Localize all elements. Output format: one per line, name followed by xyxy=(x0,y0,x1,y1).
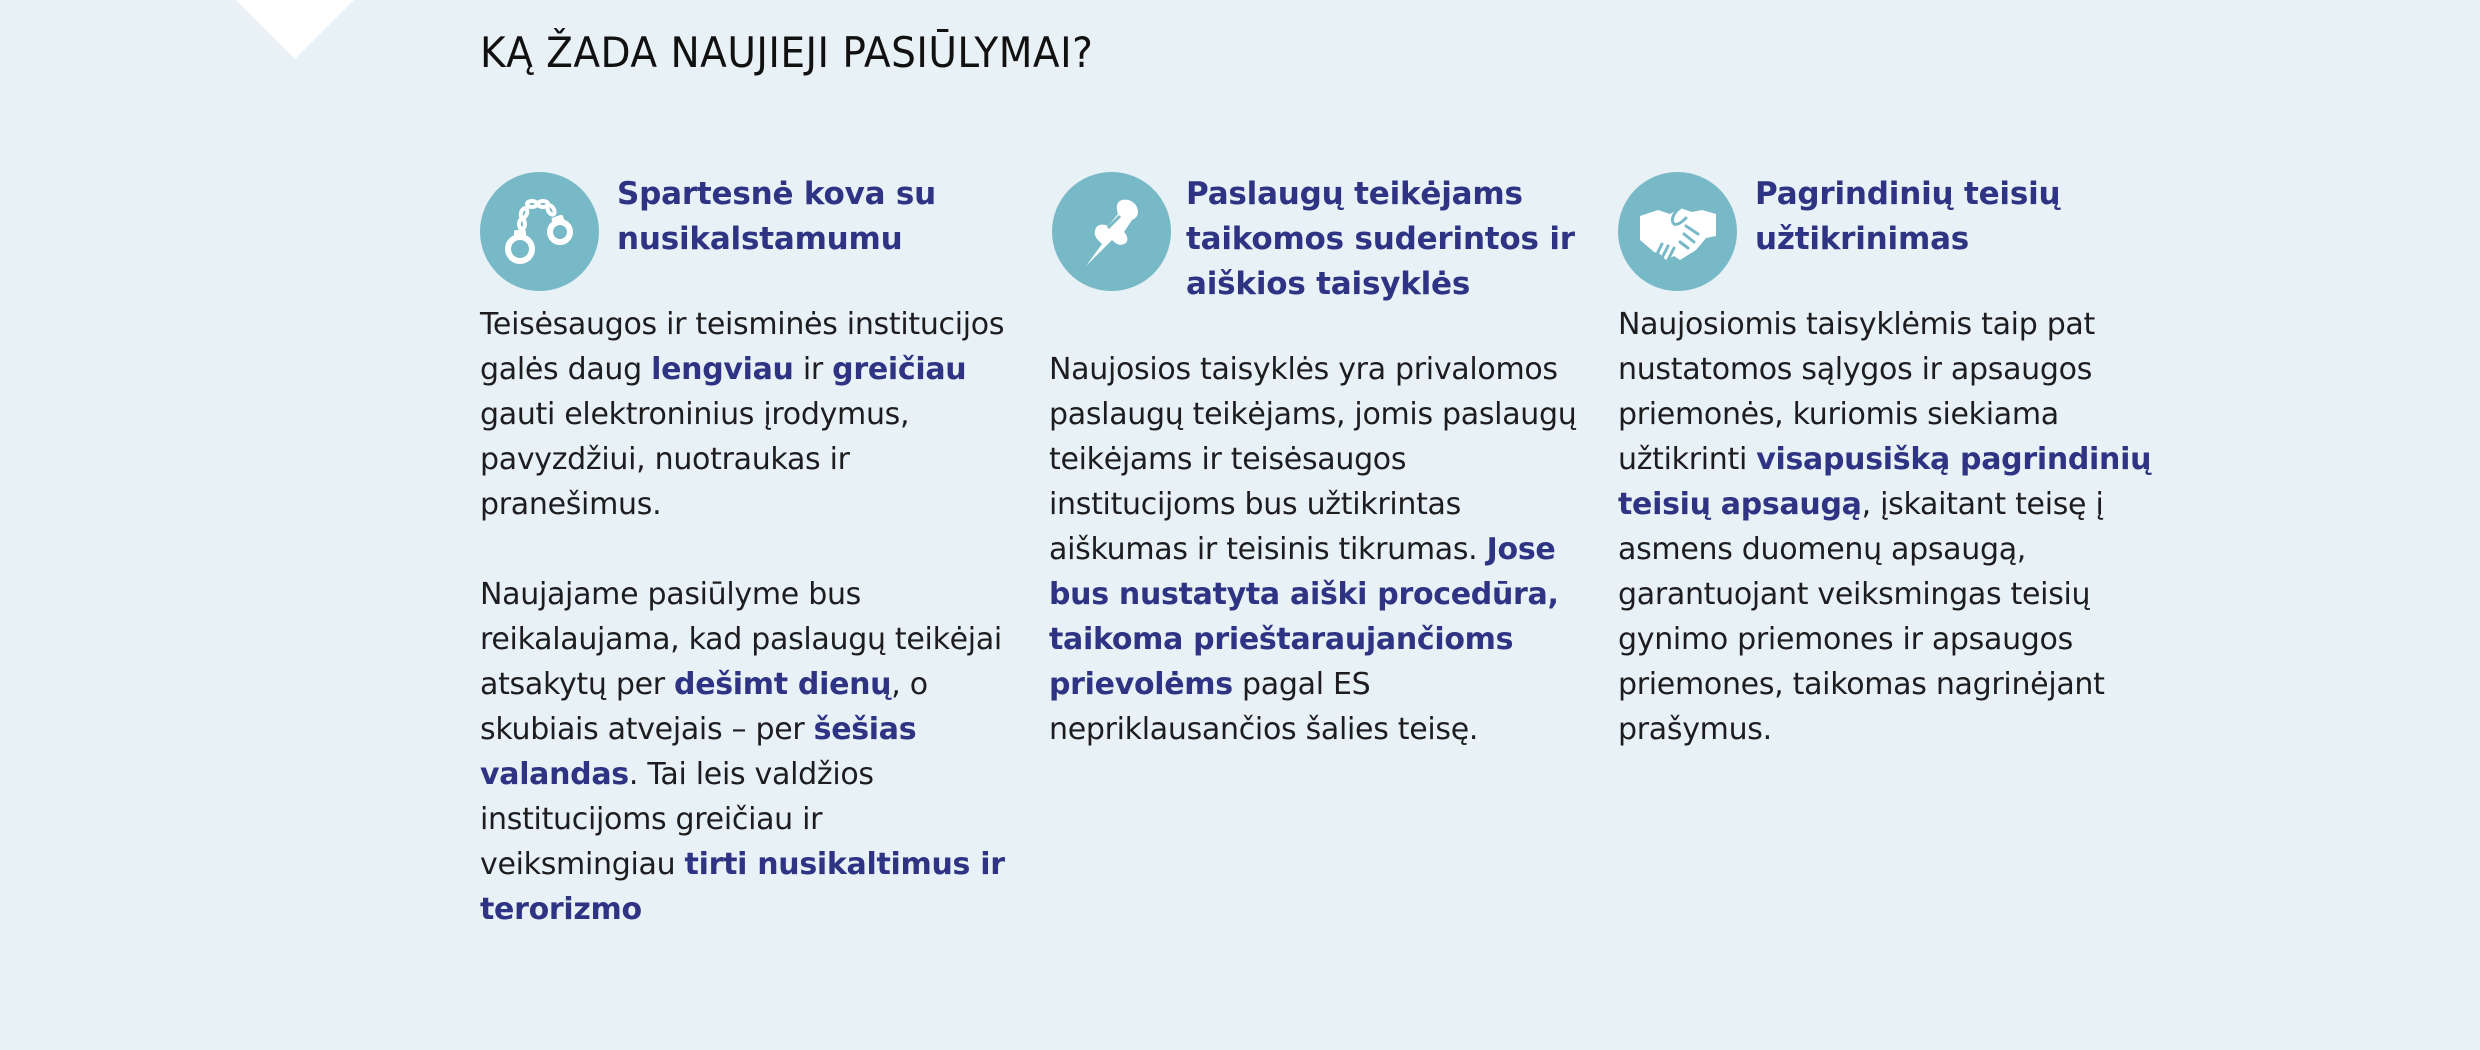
column-body xyxy=(1618,302,2158,752)
pushpin-icon xyxy=(1052,172,1171,291)
handshake-icon xyxy=(1618,172,1737,291)
highlight-text: greičiau xyxy=(832,352,967,387)
page-title: KĄ ŽADA NAUJIEJI PASIŪLYMAI? xyxy=(480,28,1094,77)
highlight-text: šešias valandas xyxy=(480,712,917,792)
highlight-text: dešimt dienų xyxy=(674,667,892,702)
column-heading: Pagrindinių teisių užtikrinimas xyxy=(1755,176,2061,257)
text-segment: pagal ES nepriklausančios šalies teisę. xyxy=(1049,667,1479,747)
column-harmonised-rules xyxy=(1049,172,1577,747)
column-heading: Paslaugų teikėjams taikomos suderintos ir aiškios taisyklės xyxy=(1186,176,1575,302)
column-header xyxy=(1049,172,1575,302)
column-heading: Spartesnė kova su nusikalstamumu xyxy=(617,176,937,257)
text-segment: Naujajame pasiūlyme bus reikalaujama, kad paslaugų teikėjai atsakytų per xyxy=(480,577,1002,702)
paragraph xyxy=(480,572,1020,932)
highlight-text: Jose bus nustatyta aiški procedūra, taikoma prieštaraujančioms prievolėms xyxy=(1049,532,1559,702)
column-header xyxy=(1618,172,2138,292)
decorative-triangle xyxy=(236,0,354,59)
column-fundamental-rights xyxy=(1618,172,2152,747)
text-segment: Teisėsaugos ir teisminės institucijos galės daug xyxy=(480,307,1005,387)
highlight-text: lengviau xyxy=(651,352,794,387)
text-segment: Naujosios taisyklės yra privalomos paslaugų teikėjams, jomis paslaugų teikėjams ir teisėsaugos institucijoms bus užtikrintas aiškumas ir teisinis tikrumas. xyxy=(1049,352,1577,567)
column-header xyxy=(480,172,1000,292)
paragraph xyxy=(480,302,1020,527)
handcuffs-icon xyxy=(480,172,599,291)
paragraph xyxy=(1618,302,2158,752)
text-segment: ir xyxy=(793,352,833,387)
text-segment: Naujosiomis taisyklėmis taip pat nustatomos sąlygos ir apsaugos priemonės, kuriomis siekiama užtikrinti xyxy=(1618,307,2095,477)
highlight-text: visapusišką pagrindinių teisių apsaugą xyxy=(1618,442,2152,522)
text-segment: gauti elektroninius įrodymus, pavyzdžiui, nuotraukas ir pranešimus. xyxy=(480,397,910,522)
column-body xyxy=(1049,347,1589,752)
text-segment: , o skubiais atvejais – per xyxy=(480,667,928,747)
highlight-text: tirti nusikaltimus ir terorizmo xyxy=(480,847,1005,927)
column-body xyxy=(480,302,1020,932)
text-segment: . Tai leis valdžios institucijoms greičiau ir veiksmingiau xyxy=(480,757,874,882)
column-faster-crime-fight xyxy=(480,172,1005,927)
paragraph xyxy=(1049,347,1589,752)
text-segment: , įskaitant teisę į asmens duomenų apsaugą, garantuojant veiksmingas teisių gynimo priemones ir apsaugos priemones, taikomas nagrinėjant prašymus. xyxy=(1618,487,2105,747)
